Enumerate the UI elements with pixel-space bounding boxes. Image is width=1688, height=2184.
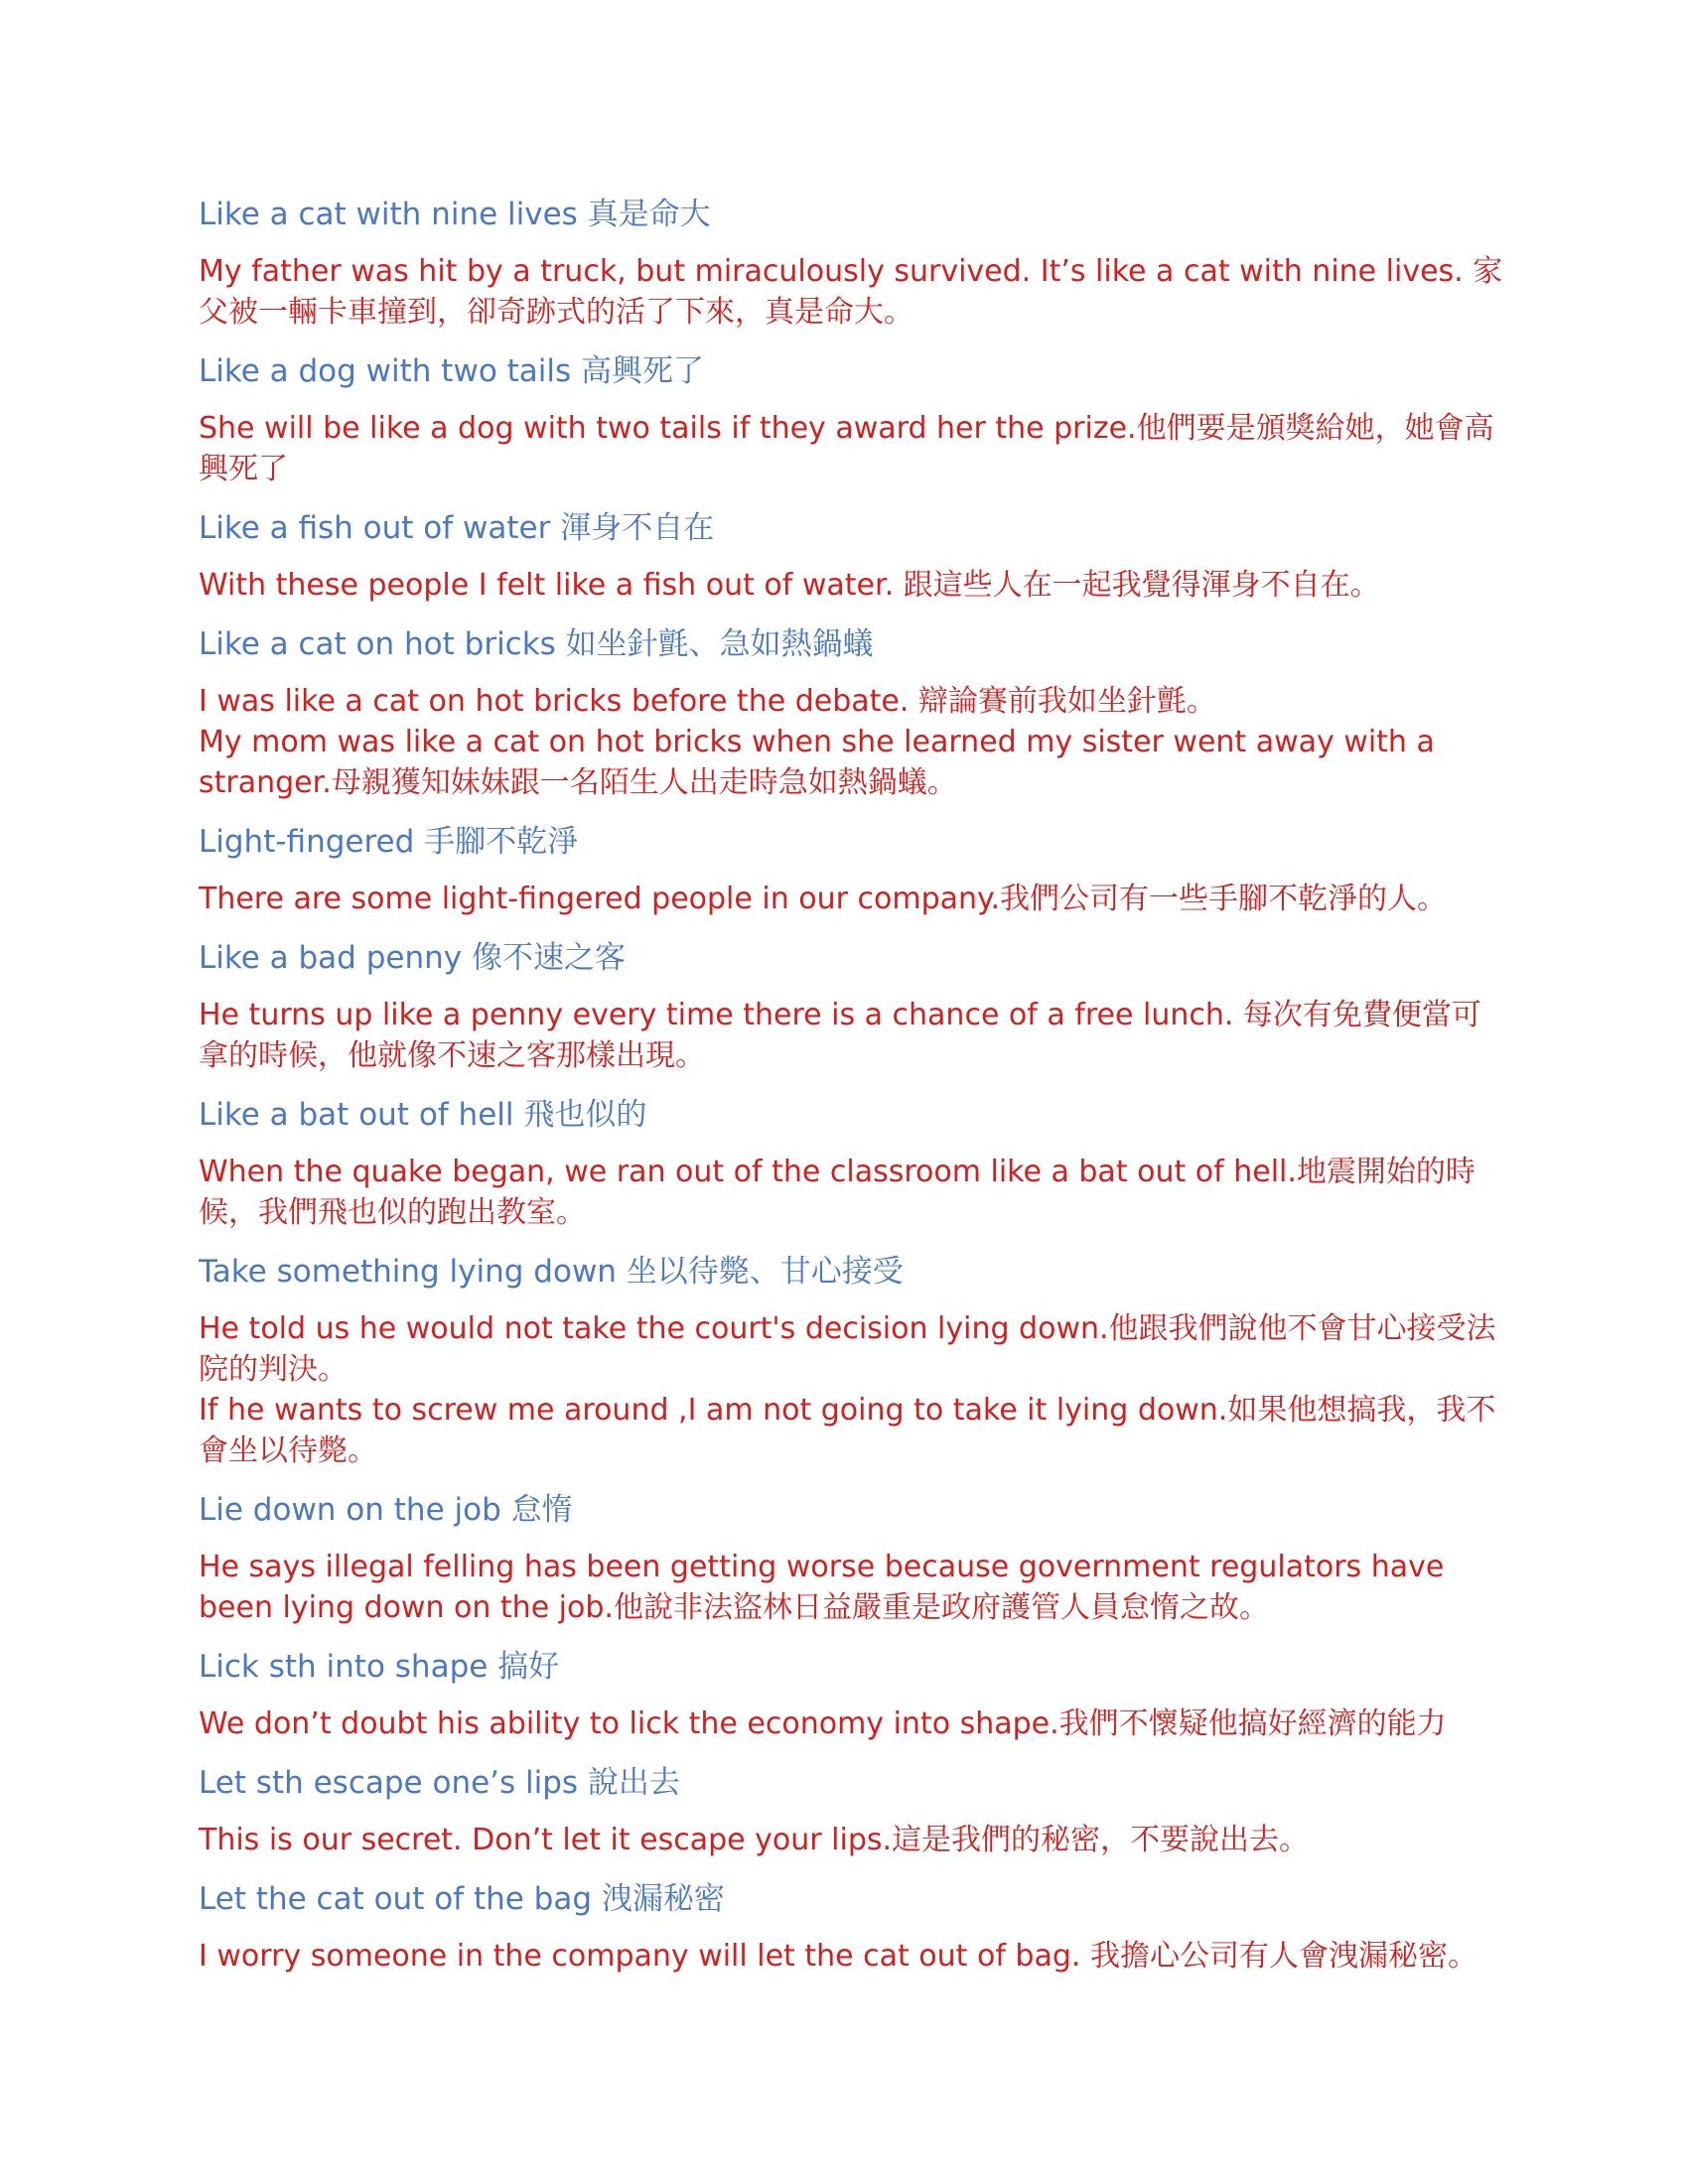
idiom-entry	[199, 507, 1509, 606]
idiom-heading: Like a cat with nine lives 真是命大	[199, 197, 711, 232]
idiom-heading: Lie down on the job 怠惰	[199, 1492, 573, 1528]
example-sentence: My father was hit by a truck, but miraculously survived. It’s like a cat with nine lives. 家父被一輛卡車撞到，卻奇跡式的活了下來，真是命大。	[199, 254, 1503, 330]
example-group	[199, 681, 1509, 803]
idiom-entry	[199, 350, 1509, 489]
example-group	[199, 408, 1509, 489]
example-group	[199, 565, 1509, 606]
example-group	[199, 1704, 1509, 1744]
idiom-heading: Let the cat out of the bag 洩漏秘密	[199, 1881, 725, 1917]
idiom-entry	[199, 1878, 1509, 1977]
example-sentence: There are some light-fingered people in our company.我們公司有一些手腳不乾淨的人。	[199, 882, 1448, 916]
idiom-heading: Like a cat on hot bricks 如坐針氈、急如熱鍋蟻	[199, 626, 874, 662]
example-group	[199, 1936, 1509, 1977]
example-sentence: When the quake began, we ran out of the classroom like a bat out of hell.地震開始的時候，我們飛也似的跑出教室。	[199, 1155, 1476, 1230]
example-sentence: I worry someone in the company will let the cat out of bag. 我擔心公司有人會洩漏秘密。	[199, 1939, 1477, 1974]
idiom-entry	[199, 937, 1509, 1076]
example-group	[199, 1547, 1509, 1628]
idiom-heading: Like a bat out of hell 飛也似的	[199, 1097, 647, 1133]
idiom-heading: Lick sth into shape 搞好	[199, 1649, 560, 1685]
idiom-entry	[199, 1646, 1509, 1744]
idiom-heading: Light-fingered 手腳不乾淨	[199, 824, 579, 860]
example-sentence: He says illegal felling has been getting worse because government regulators have been lying down on the job.他說非法盜林日益嚴重是政府護管人員怠惰之故。	[199, 1550, 1445, 1625]
example-group	[199, 251, 1509, 333]
example-sentence: He turns up like a penny every time there is a chance of a free lunch. 每次有免費便當可拿的時候，他就像不速之客那樣出現。	[199, 998, 1481, 1073]
idiom-list	[199, 194, 1509, 1994]
example-sentence: With these people I felt like a fish out of water. 跟這些人在一起我覺得渾身不自在。	[199, 568, 1380, 603]
idiom-heading: Let sth escape one’s lips 說出去	[199, 1765, 680, 1801]
example-sentence: He told us he would not take the court's decision lying down.他跟我們說他不會甘心接受法院的判決。	[199, 1311, 1496, 1387]
example-sentence: I was like a cat on hot bricks before the debate. 辯論賽前我如坐針氈。	[199, 684, 1216, 719]
example-group	[199, 1152, 1509, 1233]
example-group	[199, 879, 1509, 919]
example-sentence: My mom was like a cat on hot bricks when she learned my sister went away with a stranger.母親獲知妹妹跟一名陌生人出走時急如熱鍋蟻。	[199, 725, 1435, 800]
example-group	[199, 995, 1509, 1076]
idiom-entry	[199, 194, 1509, 333]
idiom-entry	[199, 1762, 1509, 1860]
idiom-entry	[199, 623, 1509, 803]
idiom-entry	[199, 821, 1509, 919]
example-sentence: She will be like a dog with two tails if they award her the prize.他們要是頒獎給她，她會高興死了	[199, 411, 1494, 486]
example-sentence: This is our secret. Don’t let it escape your lips.這是我們的秘密，不要說出去。	[199, 1823, 1310, 1857]
idiom-heading: Like a fish out of water 渾身不自在	[199, 510, 715, 546]
idiom-entry	[199, 1251, 1509, 1471]
example-sentence: If he wants to screw me around ,I am not going to take it lying down.如果他想搞我，我不會坐以待斃。	[199, 1393, 1496, 1468]
idiom-entry	[199, 1094, 1509, 1233]
example-sentence: We don’t doubt his ability to lick the economy into shape.我們不懷疑他搞好經濟的能力	[199, 1706, 1447, 1741]
idiom-heading: Take something lying down 坐以待斃、甘心接受	[199, 1254, 904, 1290]
idiom-heading: Like a bad penny 像不速之客	[199, 940, 626, 976]
idiom-entry	[199, 1489, 1509, 1628]
example-group	[199, 1820, 1509, 1860]
idiom-heading: Like a dog with two tails 高興死了	[199, 353, 705, 389]
example-group	[199, 1308, 1509, 1471]
